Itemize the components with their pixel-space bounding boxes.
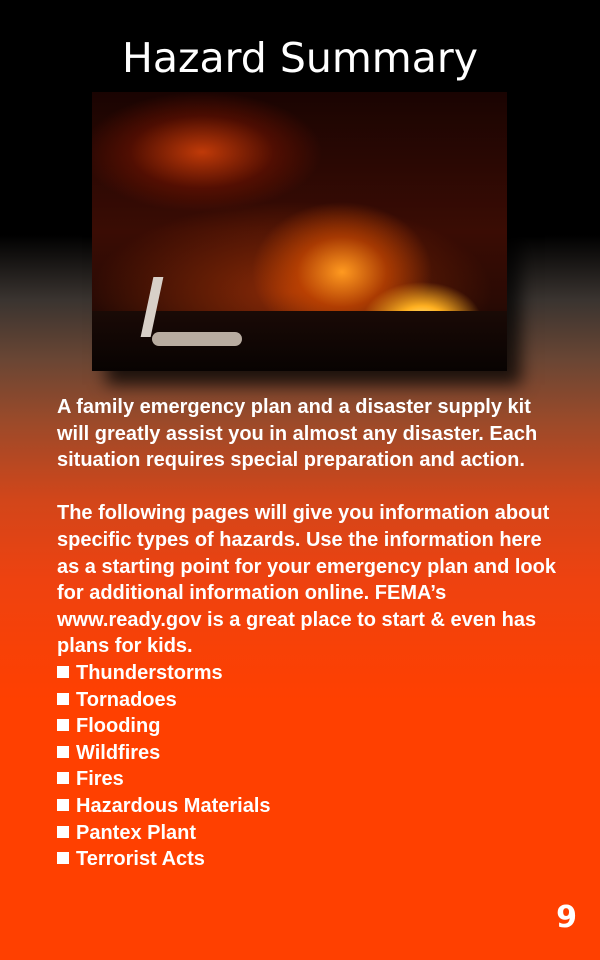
hazard-list <box>57 660 557 873</box>
body-text <box>57 394 557 873</box>
page-number: 9 <box>556 900 577 935</box>
bullet-icon <box>57 693 69 705</box>
bullet-icon <box>57 746 69 758</box>
bullet-icon <box>57 826 69 838</box>
list-item: Wildfires <box>57 740 557 767</box>
bullet-icon <box>57 719 69 731</box>
info-paragraph: The following pages will give you information about specific types of hazards. Use the information here as a starting point for your emergency plan and look for additional information online. FEMA’s www.ready.gov is a great place to start & even has plans for kids. <box>57 502 556 658</box>
bullet-icon <box>57 852 69 864</box>
bullet-icon <box>57 772 69 784</box>
intro-paragraph: A family emergency plan and a disaster supply kit will greatly assist you in almost any disaster. Each situation requires special preparation and action. <box>57 396 538 472</box>
list-item: Thunderstorms <box>57 660 557 687</box>
list-item: Tornadoes <box>57 687 557 714</box>
city-fire-photo <box>92 92 507 371</box>
photo-airplane-body <box>152 332 242 346</box>
bullet-icon <box>57 799 69 811</box>
list-item: Fires <box>57 766 557 793</box>
list-item: Pantex Plant <box>57 820 557 847</box>
list-item: Flooding <box>57 713 557 740</box>
list-item: Terrorist Acts <box>57 846 557 873</box>
page-title: Hazard Summary <box>122 34 478 82</box>
list-item: Hazardous Materials <box>57 793 557 820</box>
bullet-icon <box>57 666 69 678</box>
